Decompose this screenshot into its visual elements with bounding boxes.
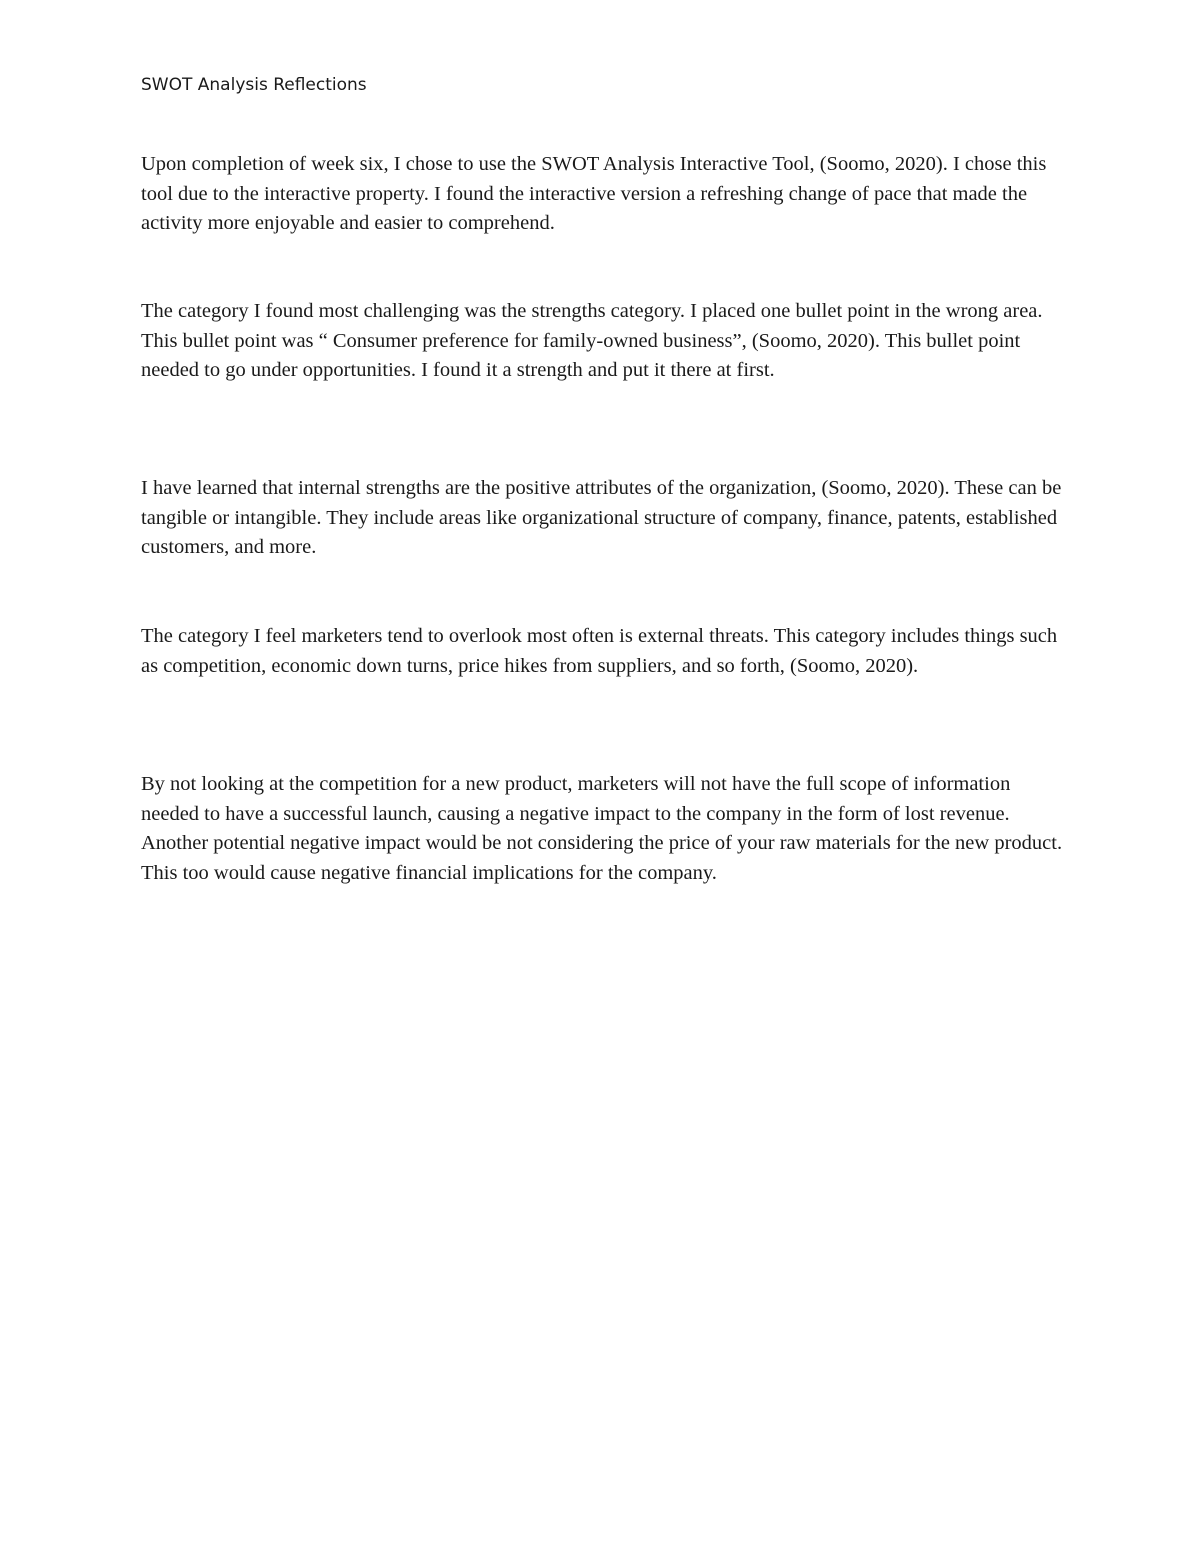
- paragraph-internal-strengths: I have learned that internal strengths are the positive attributes of the organization, (Soomo, 2020). These can be tangible or intangible. They include areas like organizational structure of company, finance, patents, established customers, and more.: [141, 477, 1062, 558]
- paragraph-external-threats: The category I feel marketers tend to overlook most often is external threats. This category includes things such as competition, economic down turns, price hikes from suppliers, and so forth, (Soomo, 2020).: [141, 625, 1058, 677]
- paragraph-tool-choice: Upon completion of week six, I chose to use the SWOT Analysis Interactive Tool, (Soomo, 2020). I chose this tool due to the interactive property. I found the interactive version a refreshing change of pace that made the activity more enjoyable and easier to comprehend.: [141, 153, 1047, 234]
- document-header-title: SWOT Analysis Reflections: [141, 75, 367, 95]
- paragraph-competition-impact: By not looking at the competition for a new product, marketers will not have the full scope of information needed to have a successful launch, causing a negative impact to the company in the form of lost revenue. Another potential negative impact would be not considering the price of your raw materials for the new product. This too would cause negative financial implications for the company.: [141, 773, 1063, 884]
- paragraph-challenging-category: The category I found most challenging was the strengths category. I placed one bullet point in the wrong area. This bullet point was “ Consumer preference for family-owned business”, (Soomo, 2020). This bullet point needed to go under opportunities. I found it a strength and put it there at first.: [141, 300, 1043, 381]
